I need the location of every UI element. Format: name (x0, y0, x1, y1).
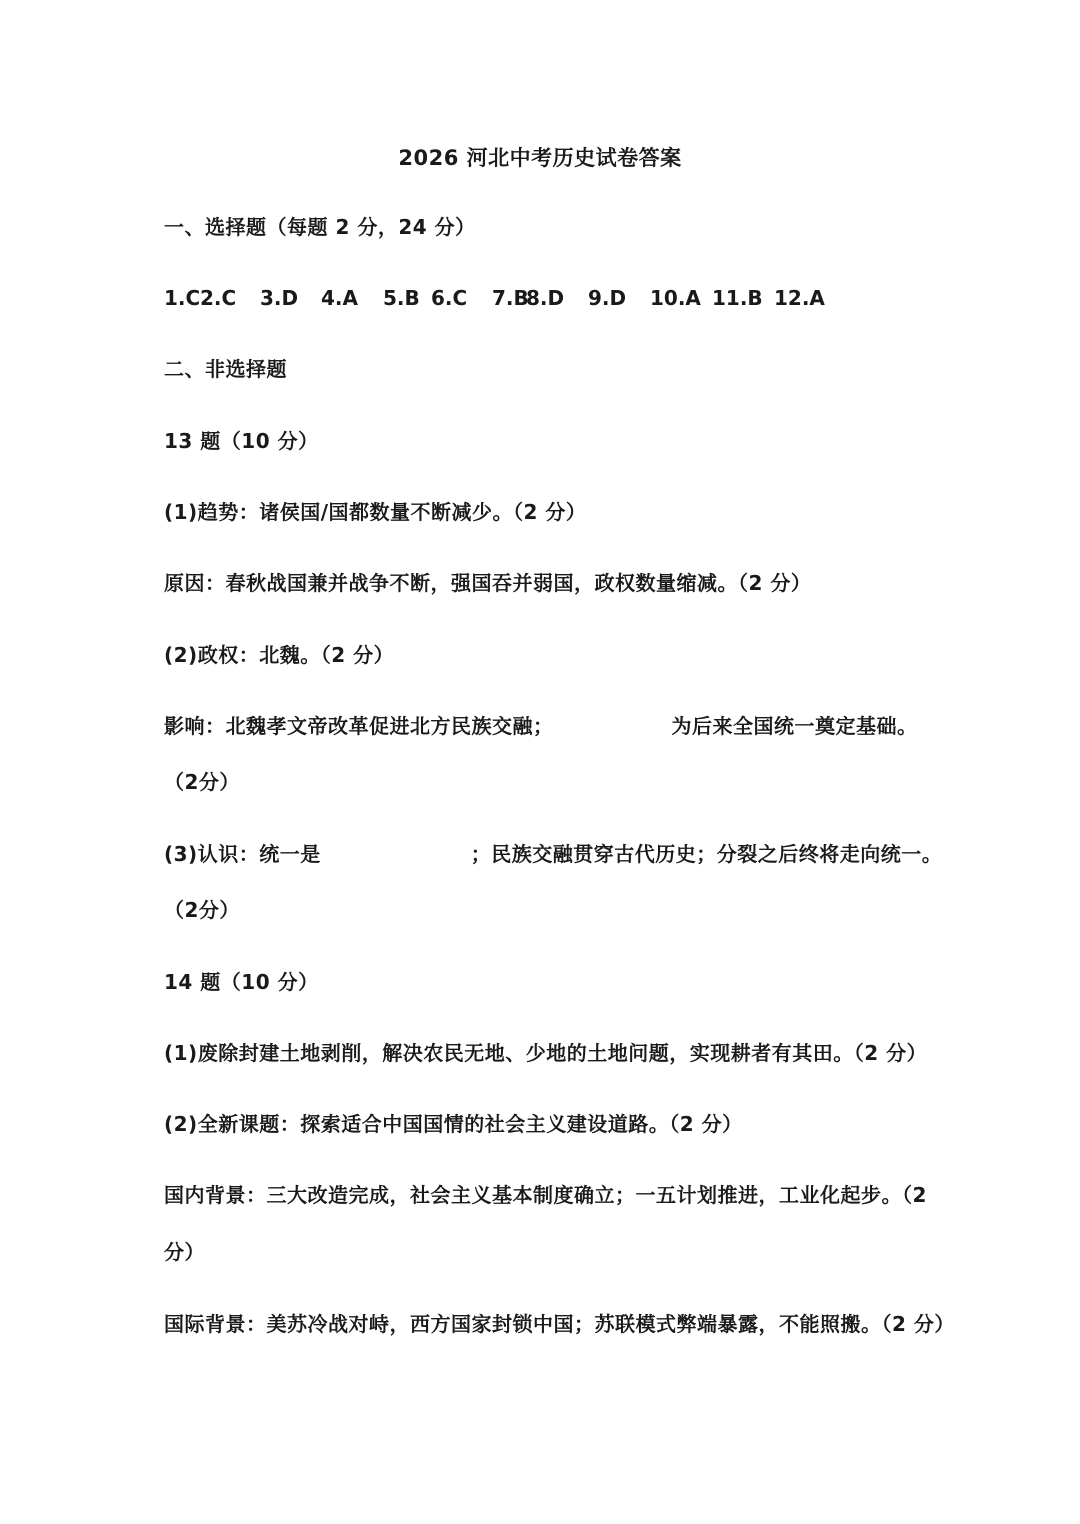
q14-heading: 14 题（10 分） (164, 970, 319, 994)
document-title: 2026 河北中考历史试卷答案 (398, 146, 682, 170)
q14-international-background: 国际背景：美苏冷战对峙，西方国家封锁中国；苏联模式弊端暴露，不能照搬。（2 分） (164, 1312, 955, 1336)
q13-reason: 原因：春秋战国兼并战争不断，强国吞并弱国，政权数量缩减。（2 分） (164, 571, 812, 595)
answer-item: 11.B (712, 286, 763, 310)
answer-item: 12.A (774, 286, 825, 310)
q14-domestic-background-score: 分） (164, 1240, 205, 1264)
answer-item: 8.D (526, 286, 565, 310)
answer-item: 7.B (492, 286, 529, 310)
q14-part2: (2)全新课题：探索适合中国国情的社会主义建设道路。（2 分） (164, 1112, 743, 1136)
section1-heading: 一、选择题（每题 2 分，24 分） (164, 215, 476, 239)
q13-part3 (164, 840, 942, 868)
q13-impact-text-a: 影响：北魏孝文帝改革促进北方民族交融； (164, 714, 554, 738)
answer-item: 1.C (164, 286, 201, 310)
answer-item: 10.A (650, 286, 701, 310)
q13-part1: (1)趋势：诸侯国/国都数量不断减少。（2 分） (164, 500, 587, 524)
q13-impact-score: （2分） (164, 770, 240, 794)
answer-item: 2.C (200, 286, 237, 310)
answer-item: 3.D (260, 286, 299, 310)
q13-impact (164, 712, 918, 740)
q13-heading: 13 题（10 分） (164, 429, 319, 453)
q13-part3-text-b: ；民族交融贯穿古代历史；分裂之后终将走向统一。 (470, 842, 943, 866)
q13-part3-score: （2分） (164, 898, 240, 922)
answer-item: 9.D (588, 286, 627, 310)
q13-part2: (2)政权：北魏。（2 分） (164, 643, 395, 667)
q14-part1: (1)废除封建土地剥削，解决农民无地、少地的土地问题，实现耕者有其田。（2 分） (164, 1041, 928, 1065)
answer-item: 5.B (383, 286, 420, 310)
q13-part3-text-a: (3)认识：统一是 (164, 842, 321, 866)
section2-heading: 二、非选择题 (164, 357, 287, 381)
q14-domestic-background: 国内背景：三大改造完成，社会主义基本制度确立；一五计划推进，工业化起步。（2 (164, 1183, 927, 1207)
answer-item: 6.C (431, 286, 468, 310)
q13-impact-text-b: 为后来全国统一奠定基础。 (671, 714, 918, 738)
answer-item: 4.A (321, 286, 358, 310)
